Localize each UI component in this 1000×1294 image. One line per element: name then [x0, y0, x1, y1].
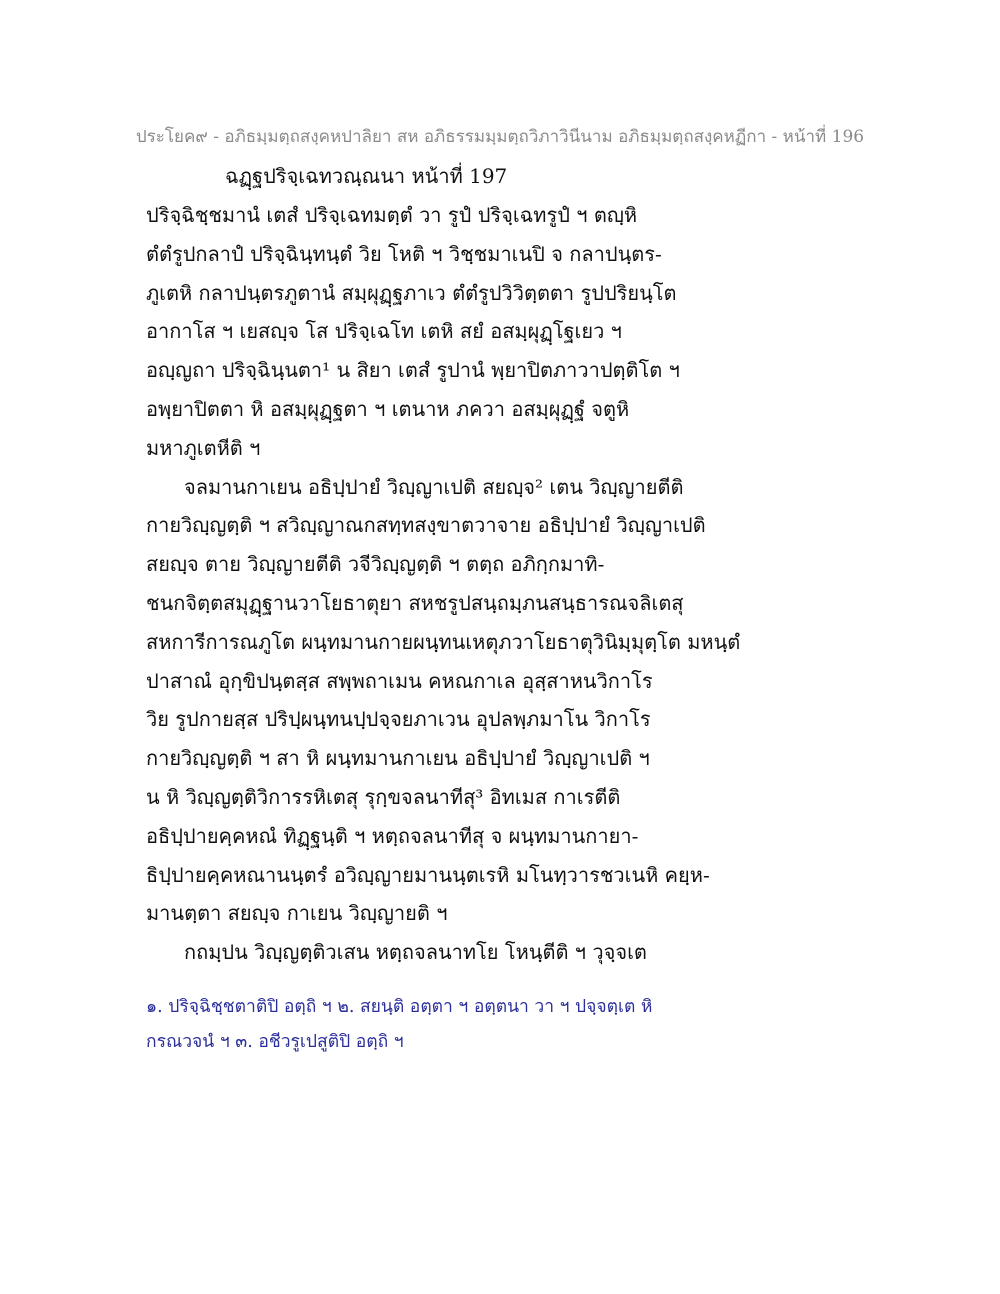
paragraph-start-line: จลมานกาเยน อธิปฺปายํ วิญฺญาเปติ สยญฺจ² เตน วิญฺญายตีติ — [184, 474, 684, 499]
text-line: อากาโส ฯ เยสญฺจ โส ปริจฺเฉโท เตหิ สยํ อสมฺผุฏฺโฐเยว ฯ — [146, 319, 622, 344]
running-header: ประโยค๙ - อภิธมฺมตฺถสงฺคหปาลิยา สห อภิธรรมมฺมตฺถวิภาวินีนาม อภิธมฺมตฺถสงฺคหฏีกา - หน้าที่ 196 — [135, 127, 865, 147]
text-line: น หิ วิญฺญตฺติวิการรหิเตสุ รุกฺขจลนาทีสุ³ อิทเมส กาเรตีติ — [146, 784, 621, 809]
text-line: กายวิญฺญตฺติ ฯ สวิญฺญาณกสทฺทสงฺขาตวาจาย อธิปฺปายํ วิญฺญาเปติ — [146, 513, 706, 538]
text-line: กายวิญฺญตฺติ ฯ สา หิ ผนฺทมานกาเยน อธิปฺปายํ วิญฺญาเปติ ฯ — [146, 746, 650, 771]
text-line: อพฺยาปิตตา หิ อสมฺผุฏฺฐตา ฯ เตนาห ภควา อสมฺผุฏฺฐํ จตูหิ — [146, 396, 630, 421]
text-line: ชนกจิตฺตสมุฏฺฐานวาโยธาตุยา สหชรูปสนฺถมฺภนสนฺธารณจลิเตสุ — [146, 590, 684, 615]
footnote-line: ๑. ปริจฺฉิชฺชตาติปิ อตฺถิ ฯ ๒. สยนฺติ อตฺตา ฯ อตฺตนา วา ฯ ปจฺจตฺเต หิ — [146, 997, 653, 1017]
text-line: อญฺญถา ปริจฺฉินฺนตา¹ น สิยา เตสํ รูปานํ พฺยาปิตภาวาปตฺติโต ฯ — [146, 358, 680, 383]
text-line: อธิปฺปายคฺคหณํ ทิฏฺฐนฺติ ฯ หตฺถจลนาทีสุ จ ผนฺทมานกายา- — [146, 823, 639, 848]
text-line: สหการีการณภูโต ผนฺทมานกายผนฺทนเหตุภวาโยธาตุวินิมฺมุตฺโต มหนฺตํ — [146, 629, 741, 654]
text-line: ปาสาณํ อุกฺขิปนฺตสฺส สพฺพถาเมน คหณกาเล อุสฺสาหนวิกาโร — [146, 668, 653, 693]
text-line: ธิปฺปายคฺคหณานนฺตรํ อวิญฺญายมานนฺตเรหิ มโนทฺวารชวเนหิ คยฺห- — [146, 862, 710, 887]
text-line: มหาภูเตหีติ ฯ — [146, 435, 261, 460]
paragraph-start-line: กถมฺปน วิญฺญตฺติวเสน หตฺถจลนาทโย โหนฺตีติ ฯ วุจฺจเต — [184, 940, 647, 965]
text-line: ปริจฺฉิชฺชมานํ เตสํ ปริจฺเฉทมตฺตํ วา รูปํ ปริจฺเฉทรูปํ ฯ ตญฺหิ — [146, 203, 638, 227]
body-text — [146, 196, 866, 972]
text-line: มานตฺตา สยญฺจ กาเยน วิญฺญายติ ฯ — [146, 901, 448, 926]
chapter-heading: ฉฏฺฐปริจฺเฉทวณฺณนา หน้าที่ 197 — [225, 164, 508, 188]
footnotes — [146, 990, 866, 1060]
text-line: สยญฺจ ตาย วิญฺญายตีติ วจีวิญฺญตฺติ ฯ ตตฺถ อภิกฺกมาทิ- — [146, 552, 605, 577]
text-line: ภูเตหิ กลาปนฺตรภูตานํ สมฺผุฏฺฐภาเว ตํตํรูปวิวิตฺตตา รูปปริยนฺโต — [146, 280, 677, 305]
footnote-line: กรณวจนํ ฯ ๓. อชีวรูเปสูติปิ อตฺถิ ฯ — [146, 1032, 404, 1052]
text-line: วิย รูปกายสฺส ปริปฺผนฺทนปฺปจฺจยภาเวน อุปลพฺภมาโน วิกาโร — [146, 707, 651, 732]
text-line: ตํตํรูปกลาปํ ปริจฺฉินฺทนฺตํ วิย โหติ ฯ วิชฺชมาเนปิ จ กลาปนฺตร- — [146, 241, 662, 266]
